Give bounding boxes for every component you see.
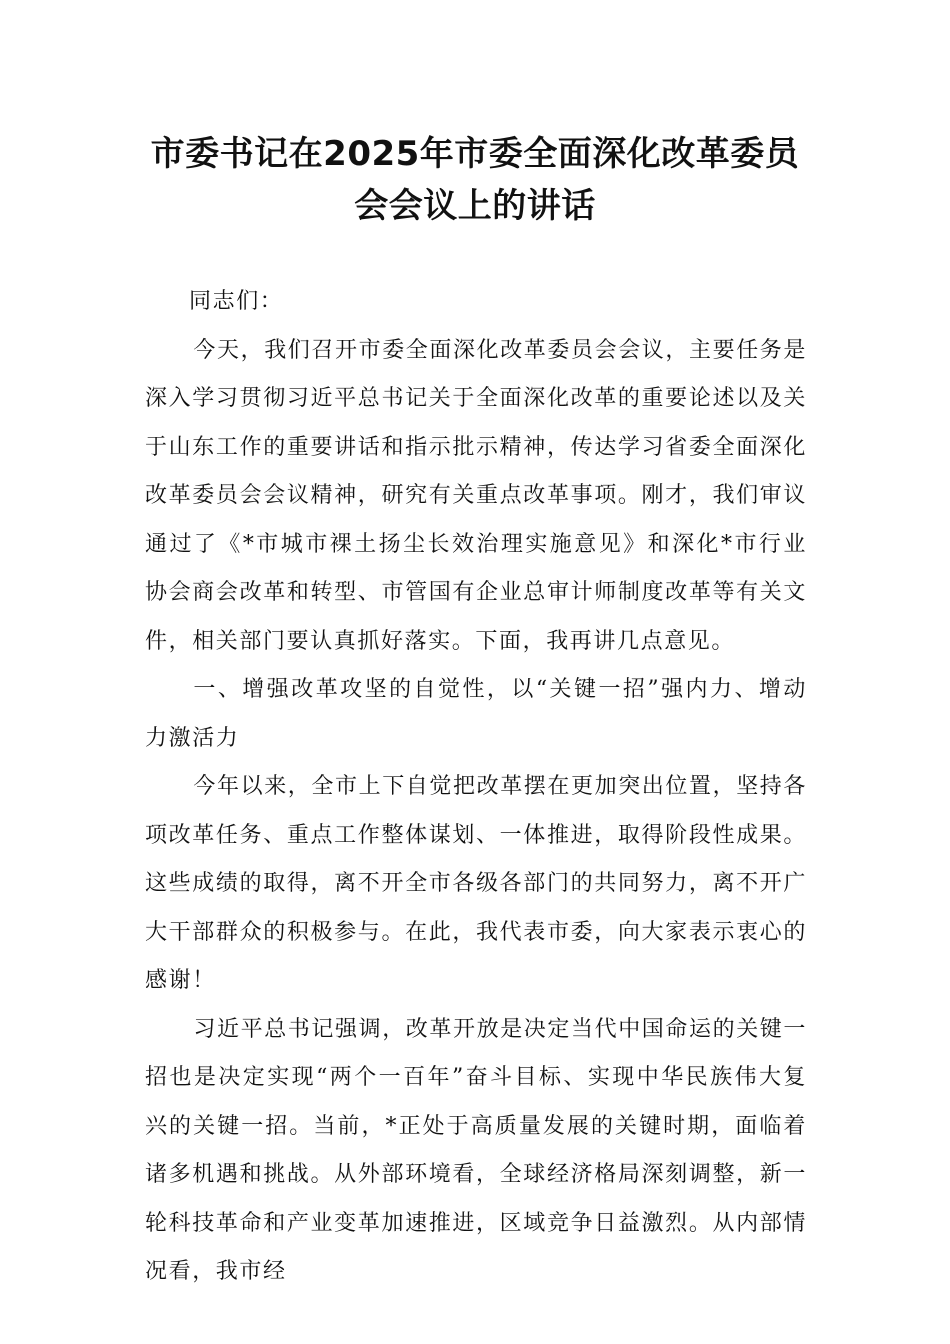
paragraph-achievements: 今年以来，全市上下自觉把改革摆在更加突出位置，坚持各项改革任务、重点工作整体谋划、一体推进，取得阶段性成果。这些成绩的取得，离不开全市各级各部门的共同努力，离不开广大干部群众的积极参与。在此，我代表市委，向大家表示衷心的感谢！: [145, 774, 807, 993]
document-body: [145, 278, 807, 1297]
paragraph-opening: 今天，我们召开市委全面深化改革委员会会议，主要任务是深入学习贯彻习近平总书记关于全面深化改革的重要论述以及关于山东工作的重要讲话和指示批示精神，传达学习省委全面深化改革委员会会议精神，研究有关重点改革事项。刚才，我们审议通过了《*市城市裸土扬尘长效治理实施意见》和深化*市行业协会商会改革和转型、市管国有企业总审计师制度改革等有关文件，相关部门要认真抓好落实。下面，我再讲几点意见。: [145, 337, 807, 654]
salutation: 同志们：: [189, 289, 284, 314]
title-line-1: 市委书记在2025年市委全面深化改革委员: [150, 134, 800, 174]
section-heading-1: 一、增强改革攻坚的自觉性，以“关键一招”强内力、增动力激活力: [145, 677, 807, 751]
paragraph-key-move: 习近平总书记强调，改革开放是决定当代中国命运的关键一招也是决定实现“两个一百年”奋斗目标、实现中华民族伟大复兴的关键一招。当前，*正处于高质量发展的关键时期，面临着诸多机遇和挑战。从外部环境看，全球经济格局深刻调整，新一轮科技革命和产业变革加速推进，区域竞争日益激烈。从内部情况看，我市经: [145, 1016, 807, 1284]
title-line-2: 会会议上的讲话: [354, 186, 596, 226]
document-title: [120, 128, 830, 232]
